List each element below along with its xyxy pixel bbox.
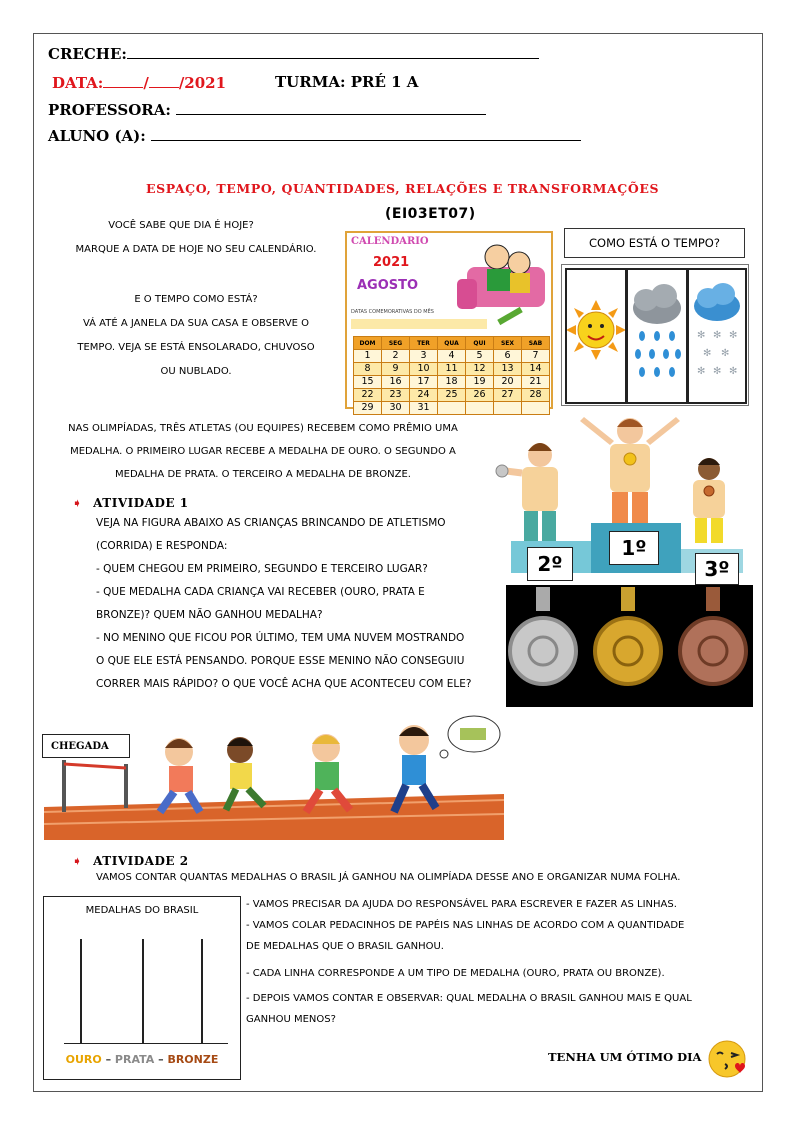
student-row bbox=[48, 126, 581, 145]
legend-dash: – bbox=[101, 1053, 115, 1066]
svg-text:✻: ✻ bbox=[713, 366, 722, 377]
activity2-steps bbox=[246, 894, 746, 1030]
step-2b: DE MEDALHAS QUE O BRASIL GANHOU. bbox=[246, 941, 444, 952]
svg-text:✻: ✻ bbox=[697, 330, 706, 341]
svg-text:✻: ✻ bbox=[713, 330, 722, 341]
calendar-day-cell[interactable]: 21 bbox=[522, 376, 550, 389]
podium-image bbox=[495, 413, 753, 583]
date-sep: / bbox=[143, 74, 149, 92]
step-4b: GANHOU MENOS? bbox=[246, 1014, 336, 1025]
silver-line bbox=[142, 939, 144, 1043]
olympic-medals-photo bbox=[506, 585, 753, 707]
silver-medal-icon bbox=[510, 618, 576, 684]
calendar-day-cell[interactable]: 15 bbox=[354, 376, 382, 389]
calendar-week-row bbox=[354, 389, 550, 402]
calendar-day-cell[interactable]: 22 bbox=[354, 389, 382, 402]
calendar-week-row bbox=[354, 376, 550, 389]
calendar-day-cell[interactable]: 1 bbox=[354, 350, 382, 363]
calendar-day-cell[interactable]: 19 bbox=[466, 376, 494, 389]
svg-text:✻: ✻ bbox=[703, 348, 712, 359]
gold-medal-icon bbox=[595, 618, 661, 684]
date-label: DATA: bbox=[52, 74, 104, 92]
calendar-commemorative: DATAS COMEMORATIVAS DO MÊS bbox=[351, 309, 434, 315]
calendar-day-cell[interactable]: 20 bbox=[494, 376, 522, 389]
date-year: /2021 bbox=[178, 74, 227, 92]
podium-second-label: 2º bbox=[527, 547, 573, 581]
activity1-title: ATIVIDADE 1 bbox=[93, 496, 189, 510]
calendar-kids-illustration bbox=[447, 237, 547, 311]
runner-girl-2-icon bbox=[226, 737, 264, 810]
calendar-month: AGOSTO bbox=[357, 278, 419, 293]
calendar-day-name: SEX bbox=[494, 337, 522, 350]
legend-silver: PRATA bbox=[114, 1053, 155, 1066]
step-3: - CADA LINHA CORRESPONDE A UM TIPO DE MEDALHA (OURO, PRATA OU BRONZE). bbox=[246, 968, 665, 979]
calendar-day-name: SAB bbox=[522, 337, 550, 350]
medal-chart-title: MEDALHAS DO BRASIL bbox=[85, 905, 199, 916]
olympics-line-1: NAS OLIMPÍADAS, TRÊS ATLETAS (OU EQUIPES) RECEBEM COMO PRÊMIO UMA bbox=[68, 423, 458, 434]
calendar-day-cell[interactable]: 13 bbox=[494, 363, 522, 376]
section-title: ESPAÇO, TEMPO, QUANTIDADES, RELAÇÕES E TRANSFORMAÇÕES bbox=[146, 181, 660, 196]
activity1-line-7: O QUE ELE ESTÁ PENSANDO. PORQUE ESSE MENINO NÃO CONSEGUIU bbox=[96, 655, 465, 667]
date-day-field[interactable] bbox=[103, 73, 143, 88]
calendar-day-cell[interactable]: 25 bbox=[438, 389, 466, 402]
teacher-row bbox=[48, 100, 486, 119]
calendar-day-cell[interactable]: 7 bbox=[522, 350, 550, 363]
calendar-day-cell[interactable] bbox=[466, 402, 494, 415]
gold-line bbox=[80, 939, 82, 1043]
intro-q6: OU NUBLADO. bbox=[160, 366, 232, 377]
activity2-intro: VAMOS CONTAR QUANTAS MEDALHAS O BRASIL JÁ GANHOU NA OLIMPÍADA DESSE ANO E ORGANIZAR NUMA FOLHA. bbox=[96, 872, 681, 883]
activity1-line-8: CORRER MAIS RÁPIDO? O QUE VOCÊ ACHA QUE ACONTECEU COM ELE? bbox=[96, 678, 472, 690]
legend-dash: – bbox=[154, 1053, 168, 1066]
calendar-day-cell[interactable]: 14 bbox=[522, 363, 550, 376]
step-4a: - DEPOIS VAMOS CONTAR E OBSERVAR: QUAL MEDALHA O BRASIL GANHOU MAIS E QUAL bbox=[246, 993, 692, 1004]
bronze-medal-icon bbox=[680, 618, 746, 684]
calendar-day-cell[interactable]: 23 bbox=[382, 389, 410, 402]
calendar-day-cell[interactable]: 16 bbox=[382, 376, 410, 389]
legend-bronze: BRONZE bbox=[167, 1053, 219, 1066]
calendar-day-cell[interactable]: 24 bbox=[410, 389, 438, 402]
svg-text:✻: ✻ bbox=[721, 348, 730, 359]
weather-label: COMO ESTÁ O TEMPO? bbox=[564, 228, 745, 258]
activity1-line-2: (CORRIDA) E RESPONDA: bbox=[96, 540, 228, 552]
calendar-day-cell[interactable]: 29 bbox=[354, 402, 382, 415]
calendar-day-cell[interactable]: 6 bbox=[494, 350, 522, 363]
weather-panel bbox=[561, 264, 749, 406]
calendar-day-name: QUA bbox=[438, 337, 466, 350]
calendar-day-cell[interactable]: 5 bbox=[466, 350, 494, 363]
podium-first-label: 1º bbox=[609, 531, 659, 565]
baseline bbox=[64, 1043, 228, 1044]
calendar-day-cell[interactable]: 9 bbox=[382, 363, 410, 376]
calendar-day-cell[interactable]: 11 bbox=[438, 363, 466, 376]
calendar-day-cell[interactable]: 28 bbox=[522, 389, 550, 402]
calendar-image bbox=[345, 231, 553, 413]
intro-block-2 bbox=[56, 288, 336, 384]
race-illustration bbox=[44, 712, 504, 840]
arrow-bullet-icon: ➧ bbox=[72, 854, 83, 868]
thought-cloud-icon bbox=[440, 716, 500, 758]
svg-text:✻: ✻ bbox=[729, 366, 738, 377]
calendar-day-cell[interactable]: 18 bbox=[438, 376, 466, 389]
kiss-emoji-icon bbox=[707, 1038, 749, 1080]
calendar-day-cell[interactable]: 17 bbox=[410, 376, 438, 389]
activity1-line-4: - QUE MEDALHA CADA CRIANÇA VAI RECEBER (OURO, PRATA E bbox=[96, 586, 425, 598]
activity2-heading bbox=[72, 850, 189, 869]
calendar-day-cell[interactable] bbox=[438, 402, 466, 415]
activity1-line-1: VEJA NA FIGURA ABAIXO AS CRIANÇAS BRINCANDO DE ATLETISMO bbox=[96, 517, 446, 529]
teacher-label: PROFESSORA: bbox=[48, 101, 171, 119]
calendar-note-field bbox=[351, 319, 487, 329]
step-2a: - VAMOS COLAR PEDACINHOS DE PAPÉIS NAS LINHAS DE ACORDO COM A QUANTIDADE bbox=[246, 920, 685, 931]
calendar-grid bbox=[353, 336, 550, 415]
skill-code: (EI03ET07) bbox=[385, 206, 476, 222]
calendar-day-name: TER bbox=[410, 337, 438, 350]
student-label: ALUNO (A): bbox=[48, 127, 146, 145]
intro-q4: VÁ ATÉ A JANELA DA SUA CASA E OBSERVE O bbox=[82, 318, 310, 329]
creche-label: CRECHE: bbox=[48, 45, 127, 63]
calendar-day-cell[interactable]: 31 bbox=[410, 402, 438, 415]
calendar-day-cell[interactable]: 27 bbox=[494, 389, 522, 402]
student-field[interactable] bbox=[151, 126, 581, 141]
calendar-day-name: QUI bbox=[466, 337, 494, 350]
calendar-week-row bbox=[354, 350, 550, 363]
calendar-day-cell[interactable]: 3 bbox=[410, 350, 438, 363]
svg-text:✻: ✻ bbox=[729, 330, 738, 341]
calendar-week-row bbox=[354, 363, 550, 376]
legend-gold: OURO bbox=[65, 1053, 102, 1066]
closing-message: TENHA UM ÓTIMO DIA bbox=[548, 1050, 702, 1064]
calendar-title: CALENDARIO bbox=[351, 236, 429, 247]
activity1-line-6: - NO MENINO QUE FICOU POR ÚLTIMO, TEM UMA NUVEM MOSTRANDO bbox=[96, 632, 465, 644]
olympics-paragraph bbox=[48, 417, 478, 486]
intro-q5: TEMPO. VEJA SE ESTÁ ENSOLARADO, CHUVOSO bbox=[77, 342, 315, 353]
calendar-day-cell[interactable]: 10 bbox=[410, 363, 438, 376]
calendar-day-cell[interactable]: 4 bbox=[438, 350, 466, 363]
podium-third-label: 3º bbox=[695, 553, 739, 585]
activity1-heading bbox=[72, 492, 189, 511]
runner-girl-1-icon bbox=[160, 738, 200, 812]
date-month-field[interactable] bbox=[149, 73, 179, 88]
creche-row bbox=[48, 44, 539, 63]
calendar-day-cell[interactable]: 26 bbox=[466, 389, 494, 402]
olympics-line-3: MEDALHA DE PRATA. O TERCEIRO A MEDALHA DE BRONZE. bbox=[115, 469, 411, 480]
calendar-day-name: DOM bbox=[354, 337, 382, 350]
finish-label: CHEGADA bbox=[42, 734, 130, 758]
intro-q1: VOCÊ SABE QUE DIA É HOJE? bbox=[108, 220, 254, 231]
sun-icon[interactable] bbox=[565, 268, 627, 404]
medal-chart-legend bbox=[44, 1053, 240, 1066]
calendar-year: 2021 bbox=[373, 255, 410, 270]
calendar-day-cell[interactable]: 30 bbox=[382, 402, 410, 415]
turma-label: TURMA: PRÉ 1 A bbox=[275, 73, 419, 91]
intro-block bbox=[56, 214, 336, 262]
bronze-line bbox=[201, 939, 203, 1043]
calendar-day-name: SEG bbox=[382, 337, 410, 350]
creche-field[interactable] bbox=[127, 44, 539, 59]
step-1: - VAMOS PRECISAR DA AJUDA DO RESPONSÁVEL PARA ESCREVER E FAZER AS LINHAS. bbox=[246, 899, 677, 910]
calendar-header-row bbox=[354, 337, 550, 350]
rain-cloud-icon[interactable] bbox=[626, 268, 688, 404]
calendar-day-cell[interactable]: 2 bbox=[382, 350, 410, 363]
calendar-day-cell[interactable]: 12 bbox=[466, 363, 494, 376]
calendar-day-cell[interactable]: 8 bbox=[354, 363, 382, 376]
teacher-field[interactable] bbox=[176, 100, 486, 115]
activity2-title: ATIVIDADE 2 bbox=[93, 854, 189, 868]
activity1-text bbox=[96, 512, 496, 696]
intro-q2: MARQUE A DATA DE HOJE NO SEU CALENDÁRIO. bbox=[75, 244, 317, 255]
activity1-line-3: - QUEM CHEGOU EM PRIMEIRO, SEGUNDO E TERCEIRO LUGAR? bbox=[96, 563, 428, 575]
activity1-line-5: BRONZE)? QUEM NÃO GANHOU MEDALHA? bbox=[96, 609, 323, 621]
snow-cloud-icon[interactable] bbox=[687, 268, 747, 404]
intro-q3: E O TEMPO COMO ESTÁ? bbox=[134, 294, 258, 305]
medal-chart-box bbox=[43, 896, 241, 1080]
calendar-body bbox=[354, 350, 550, 415]
date-row bbox=[52, 73, 226, 92]
olympics-line-2: MEDALHA. O PRIMEIRO LUGAR RECEBE A MEDALHA DE OURO. O SEGUNDO A bbox=[70, 446, 456, 457]
arrow-bullet-icon: ➧ bbox=[72, 496, 83, 510]
svg-text:✻: ✻ bbox=[697, 366, 706, 377]
